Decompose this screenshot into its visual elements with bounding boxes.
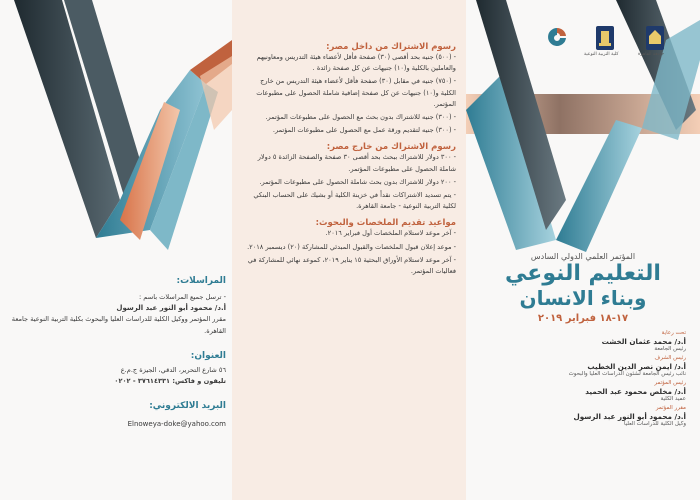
foreign-fees-heading: رسوم الاشتراك من خارج مصر: (326, 142, 456, 153)
deadlines-section (244, 218, 456, 277)
domestic-fee-item: - (٣٠٠) جنيه لتقديم ورقة عمل مع الحصول على مطبوعات المؤتمر. (272, 126, 456, 135)
domestic-fee-item: - (٣٠٠) جنيه للاشتراك بدون بحث مع الحصول على مطبوعات المؤتمر. (265, 113, 456, 122)
sponsor-label: تحت رعاية (661, 330, 686, 336)
domestic-fee-item: - (٥٠٠) جنيه بحد أقصى (٣٠) صفحة فأقل لأعضاء هيئة التدريس ومعاونيهم والعاملين بالكلية و(١٠) جنيهات عن كل صفحة زائدة . (256, 53, 456, 73)
foreign-fee-item: - ٣٠٠ دولار للاشتراك ببحث بحد أقصى ٣٠ صفحة والصفحة الزائدة ٥ دولار شاملة الحصول على مطبوعات المؤتمر. (257, 153, 456, 173)
domestic-fees-section (244, 42, 456, 136)
university-name: جامعة القاهرة (638, 52, 665, 57)
university-logo-icon (646, 26, 664, 50)
middle-panel (232, 0, 466, 500)
faculty-logo-icon (596, 26, 614, 50)
president-name: أ.د/ مخلص محمود عبد الحميد (585, 387, 686, 396)
sponsor-name: أ.د/ محمد عثمان الخشت (601, 337, 686, 346)
conference-title-line1: التعليم النوعي (505, 261, 661, 286)
president-label: رئيس المؤتمر (654, 380, 686, 386)
logos-row (546, 26, 696, 66)
honorary-name: أ.د/ ايمن نصر الدين الخطيب (587, 362, 686, 371)
president-title: عميد الكلية (660, 396, 686, 402)
honorary-label: رئيس الشرف (654, 355, 686, 361)
domestic-fees-heading: رسوم الاشتراك من داخل مصر: (326, 42, 456, 52)
domestic-fee-item: - (٧٥٠) جنيه في مقابل (٣٠) صفحة فأقل لأعضاء هيئة التدريس من خارج الكلية و(١٠) جنيهات عن كل صفحة إضافية شاملة الحصول على مطبوعات المؤتمر. (256, 77, 456, 108)
correspondence-heading: المراسلات: (176, 276, 226, 286)
rapporteur-name: أ.د/ محمود أبو النور عبد الرسول (573, 412, 686, 421)
correspondence-name: أ.د/ محمود أبو النور عبد الرسول (116, 304, 226, 313)
deadline-item: - موعد إعلان قبول الملخصات والقبول المبدئي للمشاركة (٢٠) ديسمبر ٢٠١٨. (247, 242, 456, 251)
left-panel (0, 0, 232, 500)
deadline-item: - آخر موعد لاستلام الملخصات أول فبراير ٢٠١٦. (325, 229, 456, 238)
correspondence-line: - ترسل جميع المراسلات باسم : (138, 293, 226, 301)
conference-date: ١٧-١٨ فبراير ٢٠١٩ (537, 313, 629, 324)
conference-subtitle: المؤتمر العلمي الدولي السادس (530, 252, 636, 261)
honorary-title: نائب رئيس الجامعة لشئون الدراسات العليا والبحوث (568, 371, 686, 377)
foreign-fee-item: - ٢٠٠ دولار للاشتراك بدون بحث شاملة الحصول على مطبوعات المؤتمر. (259, 177, 456, 186)
email-link[interactable]: Elnoweya-doke@yahoo.com (127, 420, 226, 429)
rapporteur-title: وكيل الكلية للدراسات العليا (623, 421, 686, 427)
faculty-name: كلية التربية النوعية (584, 52, 619, 57)
rapporteur-label: مقرر المؤتمر (655, 405, 686, 411)
sponsor-title: رئيس الجامعة (654, 346, 686, 352)
right-panel (466, 0, 700, 500)
phone-line: تليفون و فاكس: ٣٧٦١٤٣٣١ - ٠٢٠٢ (114, 377, 226, 386)
deadlines-heading: مواعيد تقديم الملخصات والبحوث: (315, 218, 456, 229)
address-heading: العنوان: (190, 350, 226, 361)
correspondence-role: مقرر المؤتمر ووكيل الكلية للدراسات العليا والبحوث بكلية التربية النوعية جامعة القاهرة. (11, 315, 226, 335)
conference-title-line2: وبناء الانسان (519, 286, 647, 310)
conference-logo-icon (546, 26, 564, 50)
foreign-fees-section (244, 142, 456, 212)
email-heading: البريد الالكتروني: (149, 401, 226, 412)
deadline-item: - آخر موعد لاستلام الأوراق البحثية ١٥ يناير ٢٠١٩، كموعد نهائي للمشاركة في فعاليات المؤتمر. (247, 255, 456, 276)
address-line: ٥٦ شارع التحرير، الدقي، الجيزة ج.م.ع (120, 365, 226, 374)
foreign-fee-item: - يتم تسديد الاشتراكات نقداً في خزينة الكلية أو بشيك على الحساب البنكي لكلية التربية النوعية - جامعة القاهرة. (253, 191, 456, 211)
